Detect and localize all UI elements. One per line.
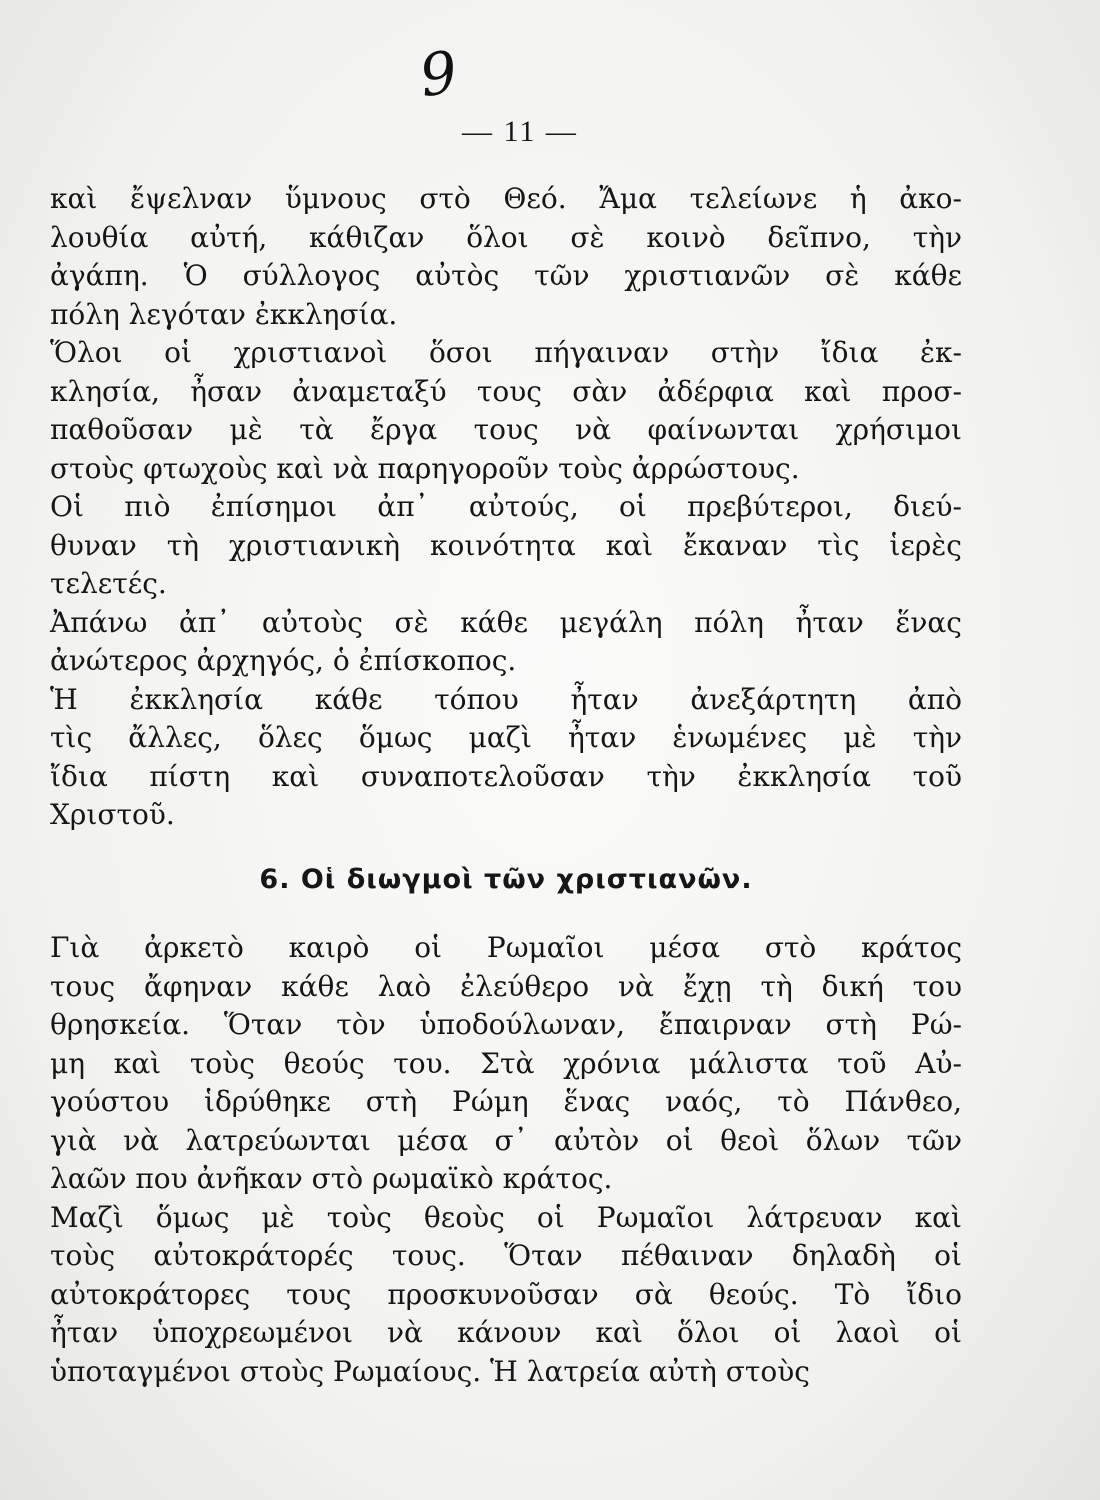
paragraph xyxy=(50,180,962,334)
text-line: ἴδια πίστη καὶ συναποτελοῦσαν τὴν ἐκκλησία τοῦ xyxy=(50,759,962,793)
text-line: Ἀπάνω ἀπ᾽ αὐτοὺς σὲ κάθε μεγάλη πόλη ἦταν ἕνας xyxy=(50,605,962,639)
text-line: Οἱ πιὸ ἐπίσημοι ἀπ᾽ αὐτούς, οἱ πρεβύτεροι, διεύ- xyxy=(50,490,962,523)
text-line: Ὅλοι οἱ χριστιανοὶ ὅσοι πήγαιναν στὴν ἴδια ἐκ- xyxy=(50,336,962,369)
handwritten-page-mark: 9 xyxy=(415,37,462,111)
body-text xyxy=(50,180,962,1391)
text-line: θυναν τὴ χριστιανικὴ κοινότητα καὶ ἔκαναν τὶς ἱερὲς xyxy=(50,528,962,562)
text-line: αὐτοκράτορες τους προσκυνοῦσαν σὰ θεούς. Τὸ ἴδιο xyxy=(50,1277,962,1311)
text-line: τους ἄφηναν κάθε λαὸ ἐλεύθερο νὰ ἔχῃ τὴ δική του xyxy=(50,969,962,1003)
text-line: λουθία αὐτή, κάθιζαν ὅλοι σὲ κοινὸ δεῖπνο, τὴν xyxy=(50,220,962,254)
text-line: τοὺς αὐτοκράτορές τους. Ὅταν πέθαιναν δηλαδὴ οἱ xyxy=(50,1239,962,1272)
text-line: παθοῦσαν μὲ τὰ ἔργα τους νὰ φαίνωνται χρήσιμοι xyxy=(50,413,962,446)
text-line: Μαζὶ ὅμως μὲ τοὺς θεοὺς οἱ Ρωμαῖοι λάτρευαν καὶ xyxy=(50,1200,962,1234)
text-line: λαῶν που ἀνῆκαν στὸ ρωμαϊκὸ κράτος. xyxy=(50,1162,613,1195)
text-line: Γιὰ ἀρκετὸ καιρὸ οἱ Ρωμαῖοι μέσα στὸ κράτος xyxy=(50,931,962,964)
text-line: Ἡ ἐκκλησία κάθε τόπου ἦταν ἀνεξάρτητη ἀπὸ xyxy=(50,682,962,716)
text-line: πόλη λεγόταν ἐκκλησία. xyxy=(50,297,398,331)
section-heading: 6. Οἱ διωγμοὶ τῶν χριστιανῶν. xyxy=(259,863,753,895)
page-number: — 11 — xyxy=(462,115,578,148)
paragraph xyxy=(50,929,962,1199)
paragraph xyxy=(50,604,962,681)
text-line: γούστου ἱδρύθηκε στὴ Ρώμη ἕνας ναός, τὸ Πάνθεο, xyxy=(50,1085,962,1118)
paragraph xyxy=(50,488,962,604)
text-line: γιὰ νὰ λατρεύωνται μέσα σ᾽ αὐτὸν οἱ θεοὶ ὅλων τῶν xyxy=(50,1123,962,1157)
paragraph xyxy=(50,1199,962,1392)
text-line: τελετές. xyxy=(50,567,167,600)
text-line: ὑποταγμένοι στοὺς Ρωμαίους. Ἡ λατρεία αὐτὴ στοὺς xyxy=(50,1354,810,1388)
paragraph xyxy=(50,334,962,488)
paragraph xyxy=(50,681,962,835)
text-line: μη καὶ τοὺς θεούς του. Στὰ χρόνια μάλιστα τοῦ Αὐ- xyxy=(50,1046,962,1080)
text-line: Χριστοῦ. xyxy=(50,798,175,831)
text-line: κλησία, ἦσαν ἀναμεταξύ τους σὰν ἀδέρφια καὶ προσ- xyxy=(50,374,962,408)
text-line: ἦταν ὑποχρεωμένοι νὰ κάνουν καὶ ὅλοι οἱ λαοὶ οἱ xyxy=(50,1316,962,1349)
text-line: τὶς ἄλλες, ὅλες ὅμως μαζὶ ἦταν ἑνωμένες μὲ τὴν xyxy=(50,721,962,754)
text-line: ἀνώτερος ἀρχηγός, ὁ ἐπίσκοπος. xyxy=(50,644,517,677)
text-line: καὶ ἔψελναν ὕμνους στὸ Θεό. Ἄμα τελείωνε ἡ ἀκο- xyxy=(50,182,962,215)
text-line: ἀγάπη. Ὁ σύλλογος αὐτὸς τῶν χριστιανῶν σὲ κάθε xyxy=(50,259,962,292)
text-line: θρησκεία. Ὅταν τὸν ὑποδούλωναν, ἔπαιρναν στὴ Ρώ- xyxy=(50,1008,962,1041)
text-line: στοὺς φτωχοὺς καὶ νὰ παρηγοροῦν τοὺς ἀρρώστους. xyxy=(50,451,800,485)
